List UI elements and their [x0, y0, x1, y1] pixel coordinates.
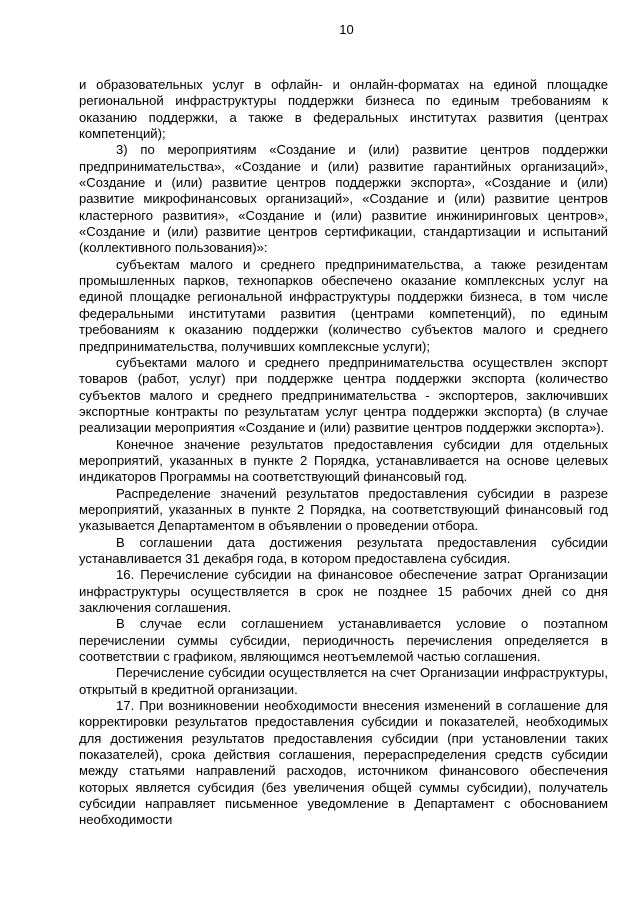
page-number: 10: [339, 22, 354, 37]
paragraph-staged-transfer: В случае если соглашением устанавливается условие о поэтапном перечислении суммы субсидии, периодичность перечисления определяется в соответствии с графиком, являющимся неотъемлемой частью соглашения.: [79, 616, 608, 665]
paragraph-final-value: Конечное значение результатов предоставления субсидии для отдельных мероприятий, указанных в пункте 2 Порядка, устанавливается на основе целевых индикаторов Программы на соответствующий финансовый год.: [79, 436, 608, 485]
paragraph-export: субъектами малого и среднего предпринимательства осуществлен экспорт товаров (работ, услуг) при поддержке центра поддержки экспорта (количество субъектов малого и среднего предпринимательства - экспортеров, заключивших экспортные контракты по результатам услуг центра поддержки экспорта) (в случае реализации мероприятия «Создание и (или) развитие центров поддержки экспорта»).: [79, 354, 608, 436]
paragraph-continuation: и образовательных услуг в офлайн- и онлайн-форматах на единой площадке региональной инфраструктуры поддержки бизнеса по единым требованиям к оказанию поддержки, а также в федеральных институтах развития (центрах компетенций);: [79, 77, 608, 142]
paragraph-distribution: Распределение значений результатов предоставления субсидии в разрезе мероприятий, указанных в пункте 2 Порядка, на соответствующий финансовый год указывается Департаментом в объявлении о проведении отбора.: [79, 485, 608, 534]
paragraph-complex-services: субъектам малого и среднего предпринимательства, а также резидентам промышленных парков, технопарков обеспечено оказание комплексных услуг на единой площадке региональной инфраструктуры поддержки бизнеса, в том числе федеральными институтами развития (центрами компетенций), по единым требованиям к оказанию поддержки (количество субъектов малого и среднего предпринимательства, получивших комплексные услуги);: [79, 256, 608, 354]
paragraph-item-3: 3) по мероприятиям «Создание и (или) развитие центров поддержки предпринимательства», «Создание и (или) развитие гарантийных организаций», «Создание и (или) развитие центров поддержки экспорта», «Создание и (или) развитие микрофинансовых организаций», «Создание и (или) развитие центров кластерного развития», «Создание и (или) развитие инжиниринговых центров», «Создание и (или) развитие центров сертификации, стандартизации и испытаний (коллективного пользования)»:: [79, 142, 608, 256]
paragraph-account-transfer: Перечисление субсидии осуществляется на счет Организации инфраструктуры, открытый в кредитной организации.: [79, 665, 608, 697]
paragraph-item-17: 17. При возникновении необходимости внесения изменений в соглашение для корректировки результатов предоставления субсидии и показателей, необходимых для достижения результатов предоставления субсидии (при установлении таких показателей), срока действия соглашения, перераспределения средств субсидии между статьями направлений расходов, источником финансового обеспечения которых является субсидия (без увеличения общей суммы субсидии), получатель субсидии направляет письменное уведомление в Департамент с обоснованием необходимости: [79, 698, 608, 828]
document-page: [79, 22, 608, 829]
paragraph-item-16: 16. Перечисление субсидии на финансовое обеспечение затрат Организации инфраструктуры осуществляется в срок не позднее 15 рабочих дней со дня заключения соглашения.: [79, 567, 608, 615]
paragraph-result-date: В соглашении дата достижения результата предоставления субсидии устанавливается 31 декабря года, в котором предоставлена субсидия.: [79, 534, 608, 566]
